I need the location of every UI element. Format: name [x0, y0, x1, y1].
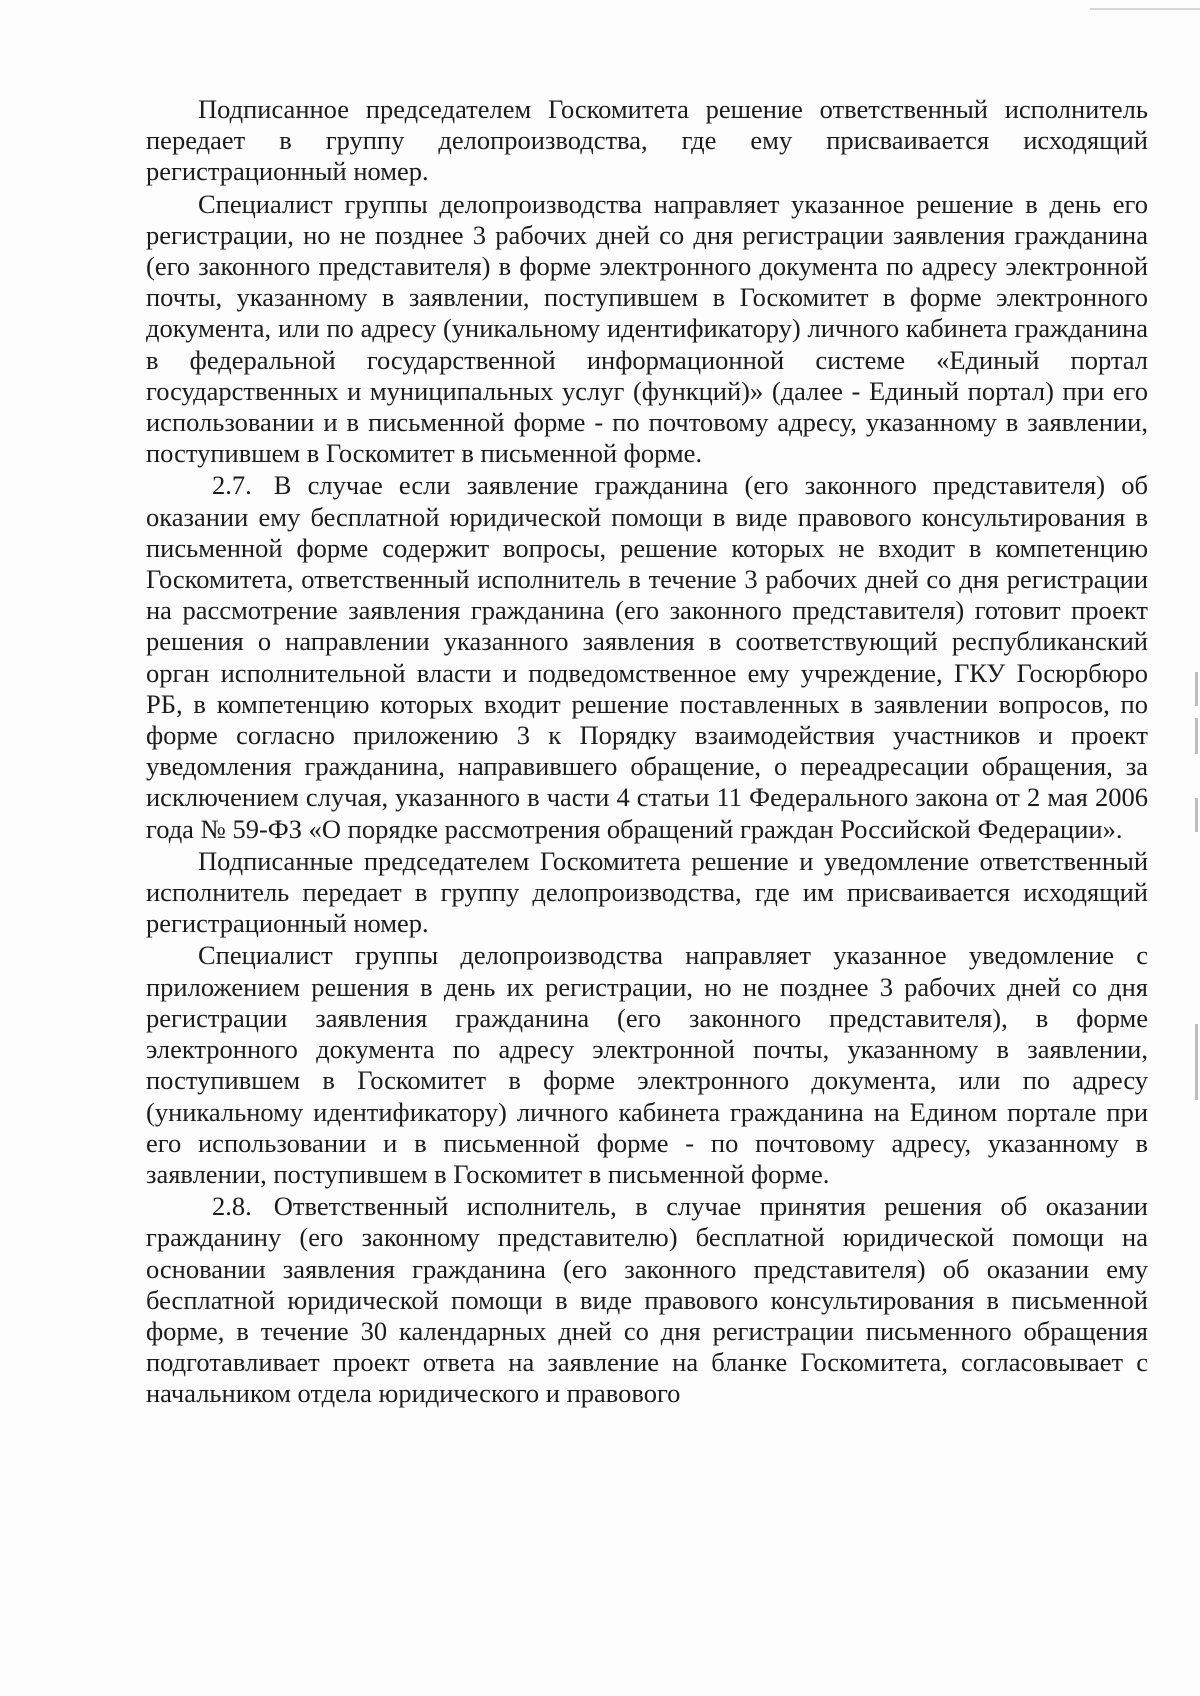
- document-body: [146, 94, 1148, 1410]
- scan-edge-mark: [1195, 672, 1198, 706]
- paragraph-signed-decision: [146, 94, 1148, 188]
- paragraph-signed-notice: [146, 846, 1148, 940]
- paragraph-text: Специалист группы делопроизводства направляет указанное решение в день его регистрации, но не позднее 3 рабочих дней со дня регистрации заявления гражданина (его законного представителя) в форме электронного документа по адресу электронной почты, указанному в заявлении, поступившем в Госкомитет в форме электронного документа, или по адресу (уникальному идентификатору) личного кабинета гражданина в федеральной государственной информационной системе «Единый портал государственных и муниципальных услуг (функций)» (далее - Единый портал) при его использовании и в письменной форме - по почтовому адресу, указанному в заявлении, поступившем в Госкомитет в письменной форме.: [146, 188, 1148, 469]
- paragraph-text: Подписанное председателем Госкомитета решение ответственный исполнитель передает в группу делопроизводства, где ему присваивается исходящий регистрационный номер.: [146, 94, 1148, 187]
- paragraph-decision-sending: [146, 189, 1148, 470]
- paragraph-text: В случае если заявление гражданина (его законного представителя) об оказании ему бесплатной юридической помощи в виде правового консультирования в письменной форме содержит вопросы, решение которых не входит в компетенцию Госкомитета, ответственный исполнитель в течение 3 рабочих дней со дня регистрации на рассмотрение заявления гражданина (его законного представителя) готовит проект решения о направлении указанного заявления в соответствующий республиканский орган исполнительной власти и подведомственное ему учреждение, ГКУ Госюрбюро РБ, в компетенцию которых входит решение поставленных в заявлении вопросов, по форме согласно приложению 3 к Порядку взаимодействия участников и проект уведомления гражданина, направившего обращение, о переадресации обращения, за исключением случая, указанного в части 4 статьи 11 Федерального закона от 2 мая 2006 года № 59-ФЗ «О порядке рассмотрения обращений граждан Российской Федерации».: [146, 470, 1148, 844]
- paragraph-text: Специалист группы делопроизводства направляет указанное уведомление с приложением решения в день их регистрации, но не позднее 3 рабочих дней со дня регистрации заявления гражданина (его законного представителя), в форме электронного документа по адресу электронной почты, указанному в заявлении, поступившем в Госкомитет в форме электронного документа, или по адресу (уникальному идентификатору) личного кабинета гражданина на Едином портале при его использовании и в письменной форме - по почтовому адресу, указанному в заявлении, поступившем в Госкомитет в письменной форме.: [146, 940, 1148, 1189]
- paragraph-text: Подписанные председателем Госкомитета решение и уведомление ответственный исполнитель передает в группу делопроизводства, где им присваивается исходящий регистрационный номер.: [146, 845, 1148, 939]
- paragraph-notice-sending: [146, 940, 1148, 1190]
- scan-edge-mark: [1195, 1024, 1198, 1100]
- section-number: 2.7.: [212, 470, 252, 501]
- paragraph-section-2-8: [146, 1191, 1148, 1409]
- scan-edge-mark: [1090, 8, 1200, 10]
- paragraph-text: Ответственный исполнитель, в случае принятия решения об оказании гражданину (его законному представителю) бесплатной юридической помощи на основании заявления гражданина (его законного представителя) об оказании ему бесплатной юридической помощи в виде правового консультирования в письменной форме, в течение 30 календарных дней со дня регистрации письменного обращения подготавливает проект ответа на заявление на бланке Госкомитета, согласовывает с начальником отдела юридического и правового: [146, 1191, 1148, 1409]
- paragraph-section-2-7: [146, 470, 1148, 844]
- scan-edge-mark: [1195, 718, 1198, 754]
- scan-edge-mark: [1195, 798, 1198, 832]
- section-number: 2.8.: [212, 1191, 252, 1222]
